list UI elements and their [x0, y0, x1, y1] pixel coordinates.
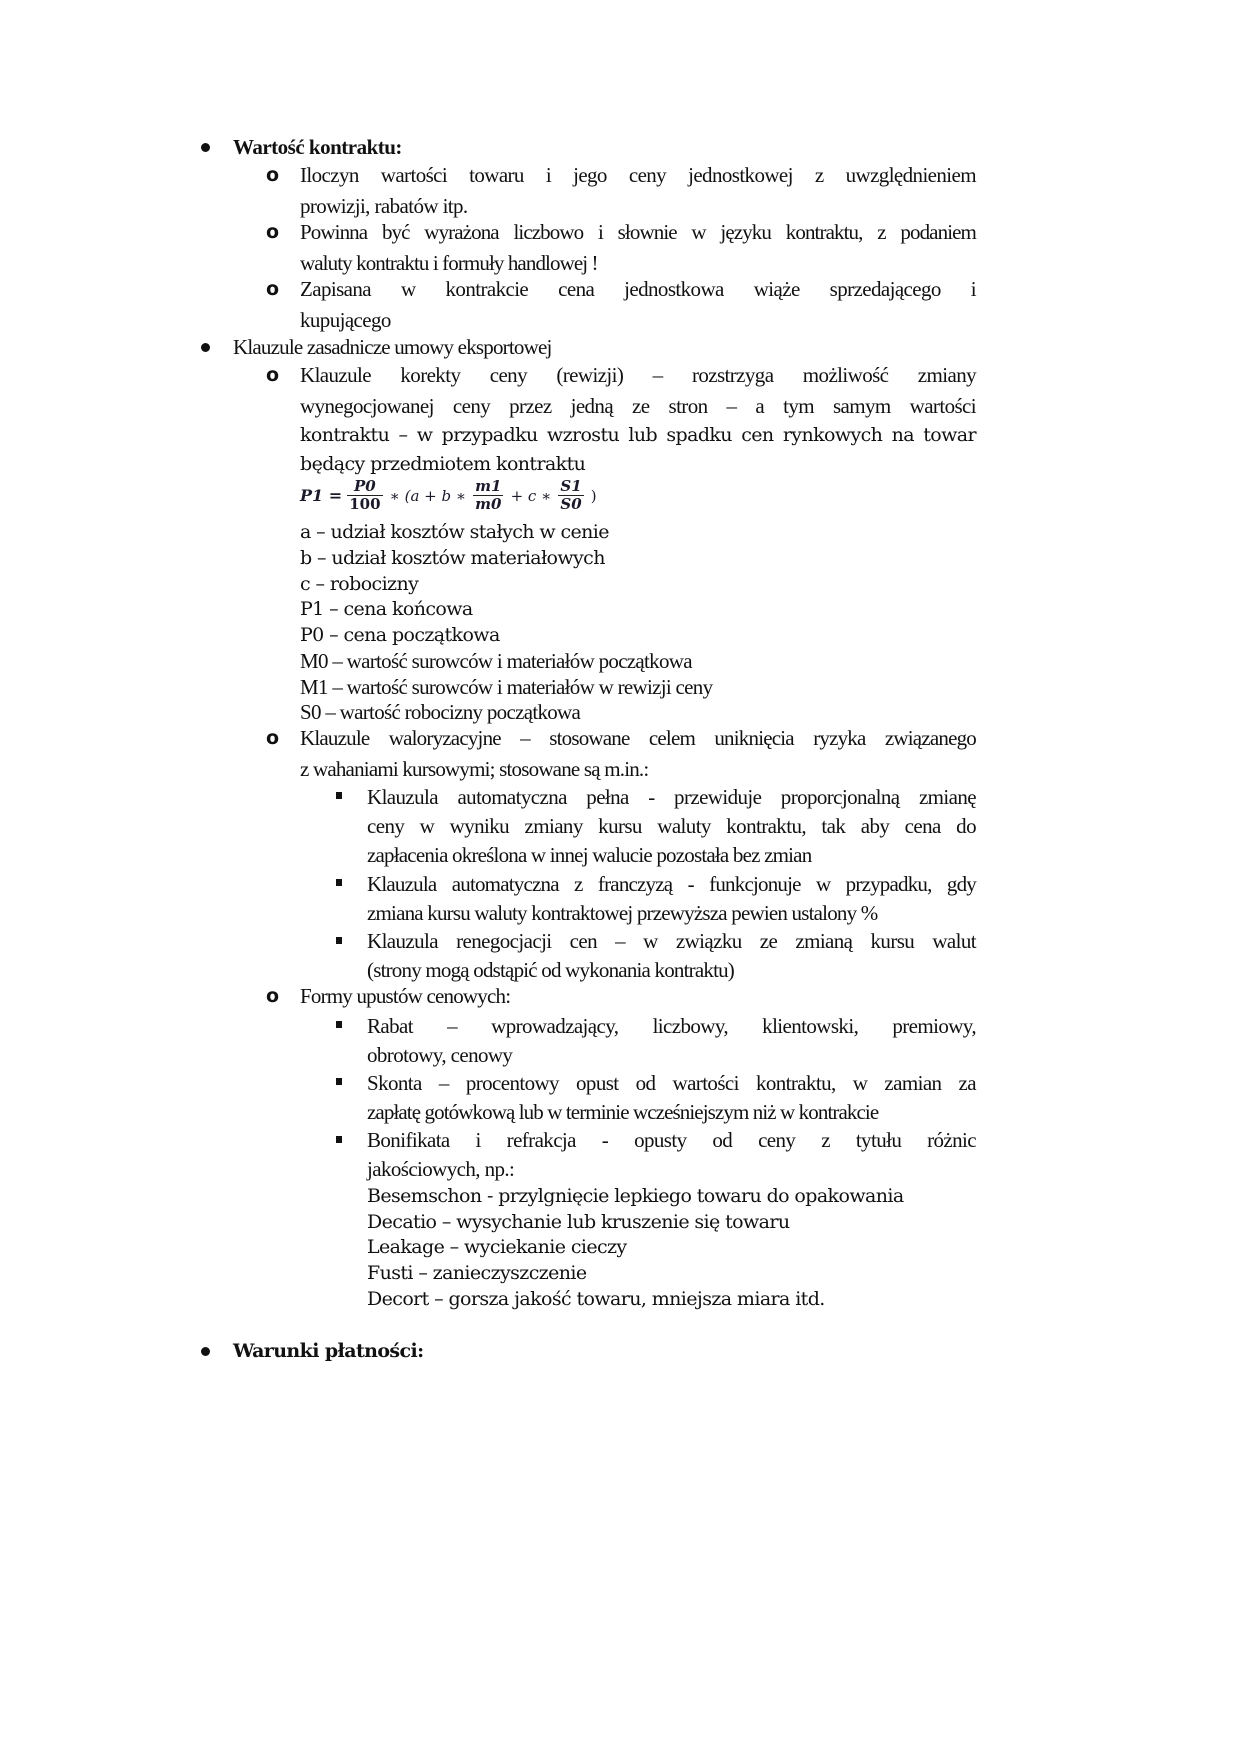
fraction-numerator: m1 — [475, 477, 502, 495]
list-item-line: zapłacenia określona w innej walucie pozostała bez zmian — [367, 843, 812, 867]
formula-operator: ∗ (a + b ∗ — [389, 486, 467, 505]
section-heading-wartosc: Wartość kontraktu: — [233, 135, 402, 159]
bullet-icon — [201, 143, 210, 152]
example-line: Decort – gorsza jakość towaru, mniejsza miara itd. — [367, 1288, 825, 1310]
circle-bullet-icon: o — [266, 164, 280, 186]
square-bullet-icon — [336, 1136, 342, 1143]
definition-line: c – robocizny — [300, 573, 419, 595]
bullet-icon — [201, 1347, 210, 1356]
formula-lhs: P1 = — [300, 486, 343, 505]
circle-bullet-icon: o — [266, 278, 280, 300]
list-item-line: zmiana kursu waluty kontraktowej przewyższa pewien ustalony % — [367, 901, 878, 925]
list-item-line: Skonta – procentowy opust od wartości kontraktu, w zamian za — [367, 1071, 976, 1095]
example-line: Leakage – wyciekanie cieczy — [367, 1236, 627, 1258]
list-item-line: zapłatę gotówkową lub w terminie wcześniejszym niż w kontrakcie — [367, 1100, 879, 1124]
example-line: Decatio – wysychanie lub kruszenie się towaru — [367, 1211, 790, 1233]
square-bullet-icon — [336, 1021, 342, 1028]
list-item-line: Formy upustów cenowych: — [300, 984, 511, 1008]
fraction-numerator: P0 — [347, 478, 382, 496]
square-bullet-icon — [336, 792, 342, 799]
list-item-line: z wahaniami kursowymi; stosowane są m.in.: — [300, 757, 649, 781]
square-bullet-icon — [336, 937, 342, 944]
circle-bullet-icon: o — [266, 985, 280, 1007]
formula-operator: + c ∗ — [510, 486, 552, 505]
definition-line: M1 – wartość surowców i materiałów w rewizji ceny — [300, 675, 713, 699]
list-item-line: Bonifikata i refrakcja - opusty od ceny z tytułu różnic — [367, 1128, 976, 1152]
list-item-line: waluty kontraktu i formuły handlowej ! — [300, 251, 598, 275]
list-item-line: Klauzule korekty ceny (rewizji) – rozstrzyga możliwość zmiany — [300, 363, 976, 387]
definition-line: b – udział kosztów materiałowych — [300, 547, 605, 569]
fraction-denominator: m0 — [475, 495, 502, 513]
fraction-numerator: S1 — [560, 477, 582, 495]
list-item-line: Zapisana w kontrakcie cena jednostkowa wiąże sprzedającego i — [300, 277, 976, 301]
list-item-line: Iloczyn wartości towaru i jego ceny jednostkowej z uwzględnieniem — [300, 163, 976, 187]
formula-fraction — [347, 478, 382, 513]
section-heading-warunki: Warunki płatności: — [233, 1340, 424, 1362]
bullet-icon — [201, 343, 210, 352]
section-heading-klauzule: Klauzule zasadnicze umowy eksportowej — [233, 335, 552, 359]
formula-close-paren: ) — [590, 486, 597, 505]
example-line: Fusti – zanieczyszczenie — [367, 1262, 587, 1284]
list-item-line: Klauzula automatyczna z franczyzą - funkcjonuje w przypadku, gdy — [367, 872, 976, 896]
list-item-line: Powinna być wyrażona liczbowo i słownie w języku kontraktu, z podaniem — [300, 220, 976, 244]
list-item-line: Rabat – wprowadzający, liczbowy, klientowski, premiowy, — [367, 1014, 976, 1038]
example-line: Besemschon - przylgnięcie lepkiego towaru do opakowania — [367, 1185, 904, 1207]
list-item-line: wynegocjowanej ceny przez jedną ze stron – a tym samym wartości — [300, 394, 976, 418]
definition-line: M0 – wartość surowców i materiałów początkowa — [300, 649, 692, 673]
definition-line: P1 – cena końcowa — [300, 598, 473, 620]
definition-line: S0 – wartość robocizny początkowa — [300, 700, 581, 724]
definition-line: P0 – cena początkowa — [300, 624, 500, 646]
list-item-line: kupującego — [300, 308, 391, 332]
list-item-line: ceny w wyniku zmiany kursu waluty kontraktu, tak aby cena do — [367, 814, 976, 838]
list-item-line: kontraktu – w przypadku wzrostu lub spadku cen rynkowych na towar — [300, 424, 976, 446]
list-item-line: Klauzula automatyczna pełna - przewiduje proporcjonalną zmianę — [367, 785, 976, 809]
formula-fraction — [558, 478, 583, 513]
list-item-line: Klauzula renegocjacji cen – w związku ze zmianą kursu walut — [367, 929, 976, 953]
circle-bullet-icon: o — [266, 727, 280, 749]
fraction-denominator: S0 — [560, 495, 582, 513]
circle-bullet-icon: o — [266, 364, 280, 386]
list-item-line: Klauzule waloryzacyjne – stosowane celem uniknięcia ryzyka związanego — [300, 726, 976, 750]
list-item-line: (strony mogą odstąpić od wykonania kontraktu) — [367, 958, 734, 982]
definition-line: a – udział kosztów stałych w cenie — [300, 521, 609, 543]
formula-fraction — [473, 478, 503, 513]
list-item-line: obrotowy, cenowy — [367, 1043, 513, 1067]
circle-bullet-icon: o — [266, 221, 280, 243]
list-item-line: jakościowych, np.: — [367, 1157, 515, 1181]
fraction-denominator: 100 — [349, 495, 381, 513]
list-item-line: prowizji, rabatów itp. — [300, 194, 468, 218]
square-bullet-icon — [336, 879, 342, 886]
list-item-line: będący przedmiotem kontraktu — [300, 453, 586, 475]
square-bullet-icon — [336, 1078, 342, 1085]
